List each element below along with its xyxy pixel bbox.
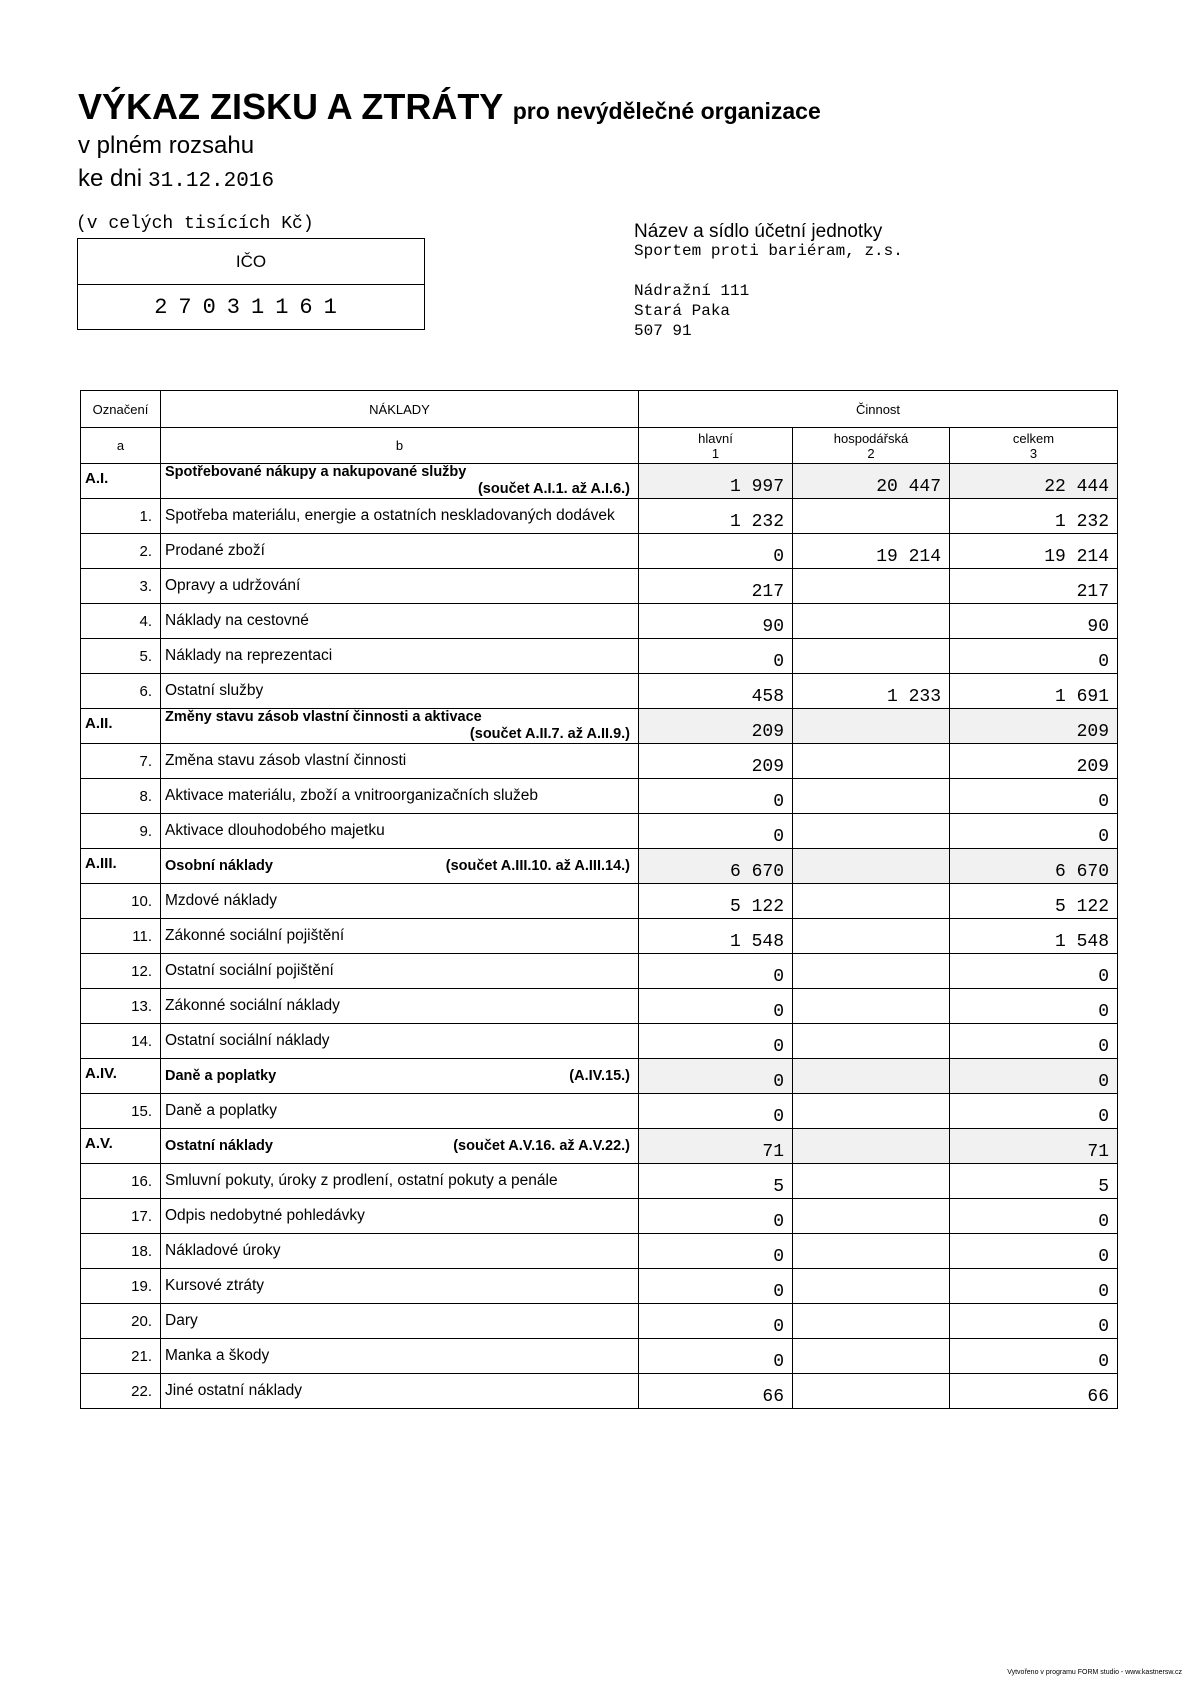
- ico-value: 27031161: [154, 294, 348, 320]
- col-a: a: [81, 428, 161, 464]
- row-label: Nákladové úroky: [161, 1234, 639, 1269]
- table-row: [81, 1234, 1118, 1269]
- value-hospodarska: [793, 1304, 950, 1339]
- row-label: Ostatní sociální pojištění: [161, 954, 639, 989]
- ico-box: [77, 238, 425, 330]
- row-code: 22.: [81, 1374, 161, 1409]
- row-sum-note: (A.IV.15.): [569, 1068, 630, 1084]
- col-hosp-label: hospodářská: [833, 430, 909, 446]
- value-celkem: 0: [950, 1269, 1118, 1304]
- value-hlavni: 0: [639, 954, 793, 989]
- table-row: [81, 1339, 1118, 1374]
- row-code: 13.: [81, 989, 161, 1024]
- table-row: [81, 639, 1118, 674]
- units-note: (v celých tisících Kč): [76, 214, 314, 234]
- value-celkem: 22 444: [950, 464, 1118, 499]
- value-celkem: 209: [950, 744, 1118, 779]
- table-row: [81, 1164, 1118, 1199]
- value-hospodarska: [793, 919, 950, 954]
- value-hlavni: 0: [639, 1199, 793, 1234]
- value-celkem: 0: [950, 1304, 1118, 1339]
- ico-label: IČO: [78, 239, 424, 285]
- row-code: 14.: [81, 1024, 161, 1059]
- value-hlavni: 71: [639, 1129, 793, 1164]
- org-heading: Název a sídlo účetní jednotky: [634, 221, 883, 242]
- row-label: Opravy a udržování: [161, 569, 639, 604]
- row-label: Mzdové náklady: [161, 884, 639, 919]
- value-celkem: 5: [950, 1164, 1118, 1199]
- row-code: 8.: [81, 779, 161, 814]
- row-code: 15.: [81, 1094, 161, 1129]
- col-hospodarska: [793, 428, 950, 464]
- value-hospodarska: 1 233: [793, 674, 950, 709]
- col-hlavni: [639, 428, 793, 464]
- table-row: [81, 1304, 1118, 1339]
- table-row: [81, 744, 1118, 779]
- table-row: [81, 534, 1118, 569]
- row-label: Manka a škody: [161, 1339, 639, 1374]
- row-label: Smluvní pokuty, úroky z prodlení, ostatní pokuty a penále: [161, 1164, 639, 1199]
- value-hlavni: 0: [639, 1269, 793, 1304]
- value-celkem: 0: [950, 1059, 1118, 1094]
- value-celkem: 0: [950, 1339, 1118, 1374]
- value-hlavni: 66: [639, 1374, 793, 1409]
- col-oznaceni: Označení: [81, 391, 161, 428]
- value-hlavni: 217: [639, 569, 793, 604]
- col-hlavni-label: hlavní: [698, 430, 733, 446]
- value-hospodarska: [793, 779, 950, 814]
- section-row: [81, 709, 1118, 744]
- row-label: Zákonné sociální náklady: [161, 989, 639, 1024]
- row-code: 16.: [81, 1164, 161, 1199]
- table-row: [81, 604, 1118, 639]
- row-label: Prodané zboží: [161, 534, 639, 569]
- date-label: ke dni: [78, 165, 143, 192]
- value-hospodarska: [793, 954, 950, 989]
- row-label-text: Změny stavu zásob vlastní činnosti a aktivace: [165, 709, 482, 725]
- value-celkem: 0: [950, 989, 1118, 1024]
- value-celkem: 19 214: [950, 534, 1118, 569]
- row-code: A.II.: [81, 709, 161, 744]
- value-hlavni: 5 122: [639, 884, 793, 919]
- row-code: 12.: [81, 954, 161, 989]
- cost-table: [80, 390, 1118, 1409]
- value-hospodarska: [793, 1234, 950, 1269]
- value-hospodarska: [793, 1339, 950, 1374]
- row-code: A.V.: [81, 1129, 161, 1164]
- row-label: Zákonné sociální pojištění: [161, 919, 639, 954]
- value-hospodarska: [793, 1374, 950, 1409]
- value-hospodarska: [793, 989, 950, 1024]
- value-celkem: 0: [950, 814, 1118, 849]
- col-celkem: [950, 428, 1118, 464]
- value-hospodarska: [793, 1094, 950, 1129]
- table-row: [81, 569, 1118, 604]
- row-label: [161, 849, 639, 884]
- value-hlavni: 0: [639, 1024, 793, 1059]
- row-label: Kursové ztráty: [161, 1269, 639, 1304]
- row-code: 19.: [81, 1269, 161, 1304]
- value-hlavni: 90: [639, 604, 793, 639]
- value-celkem: 71: [950, 1129, 1118, 1164]
- table-row: [81, 1269, 1118, 1304]
- row-code: 2.: [81, 534, 161, 569]
- value-hlavni: 0: [639, 639, 793, 674]
- value-celkem: 1 691: [950, 674, 1118, 709]
- value-celkem: 0: [950, 779, 1118, 814]
- row-label: Spotřeba materiálu, energie a ostatních neskladovaných dodávek: [161, 499, 639, 534]
- value-celkem: 0: [950, 1024, 1118, 1059]
- col-naklady: NÁKLADY: [161, 391, 639, 428]
- row-label: Dary: [161, 1304, 639, 1339]
- value-hospodarska: 19 214: [793, 534, 950, 569]
- row-code: 10.: [81, 884, 161, 919]
- row-label-text: Ostatní náklady: [165, 1138, 273, 1154]
- row-sum-note: (součet A.III.10. až A.III.14.): [445, 858, 630, 874]
- row-label: Ostatní služby: [161, 674, 639, 709]
- value-celkem: 0: [950, 954, 1118, 989]
- row-sum-note: (součet A.V.16. až A.V.22.): [453, 1138, 630, 1154]
- value-celkem: 66: [950, 1374, 1118, 1409]
- row-code: 1.: [81, 499, 161, 534]
- row-code: A.III.: [81, 849, 161, 884]
- value-hlavni: 0: [639, 1234, 793, 1269]
- table-row: [81, 779, 1118, 814]
- value-hlavni: 0: [639, 814, 793, 849]
- row-label: Odpis nedobytné pohledávky: [161, 1199, 639, 1234]
- col-hlavni-num: 1: [711, 445, 720, 461]
- row-code: 18.: [81, 1234, 161, 1269]
- value-celkem: 1 548: [950, 919, 1118, 954]
- row-label: [161, 464, 639, 499]
- row-code: 7.: [81, 744, 161, 779]
- value-hlavni: 0: [639, 989, 793, 1024]
- header-row-2: [81, 428, 1118, 464]
- org-street: Nádražní 111: [634, 282, 750, 300]
- org-name: Sportem proti bariéram, z.s.: [634, 242, 903, 260]
- col-celkem-num: 3: [1029, 445, 1038, 461]
- report-title: [78, 86, 821, 128]
- value-hospodarska: [793, 849, 950, 884]
- row-label: Aktivace dlouhodobého majetku: [161, 814, 639, 849]
- row-code: A.I.: [81, 464, 161, 499]
- value-hospodarska: [793, 639, 950, 674]
- row-code: 11.: [81, 919, 161, 954]
- value-hlavni: 1 232: [639, 499, 793, 534]
- col-b: b: [161, 428, 639, 464]
- table-row: [81, 919, 1118, 954]
- value-hlavni: 6 670: [639, 849, 793, 884]
- row-label: Daně a poplatky: [161, 1094, 639, 1129]
- value-hospodarska: [793, 1269, 950, 1304]
- section-row: [81, 464, 1118, 499]
- value-celkem: 90: [950, 604, 1118, 639]
- table-row: [81, 989, 1118, 1024]
- value-celkem: 5 122: [950, 884, 1118, 919]
- value-hlavni: 0: [639, 1304, 793, 1339]
- value-hospodarska: [793, 499, 950, 534]
- value-hospodarska: [793, 1129, 950, 1164]
- value-hospodarska: 20 447: [793, 464, 950, 499]
- section-row: [81, 1059, 1118, 1094]
- footer-note: Vytvořeno v programu FORM studio - www.kastnersw.cz: [1007, 1669, 1182, 1676]
- table-row: [81, 499, 1118, 534]
- value-celkem: 6 670: [950, 849, 1118, 884]
- row-label-text: Osobní náklady: [165, 858, 273, 874]
- value-hospodarska: [793, 569, 950, 604]
- value-hlavni: 5: [639, 1164, 793, 1199]
- value-hospodarska: [793, 1024, 950, 1059]
- header-row-1: [81, 391, 1118, 428]
- value-celkem: 1 232: [950, 499, 1118, 534]
- value-hlavni: 209: [639, 709, 793, 744]
- row-sum-note: (součet A.I.1. až A.I.6.): [477, 481, 630, 497]
- row-label: Aktivace materiálu, zboží a vnitroorganizačních služeb: [161, 779, 639, 814]
- value-hlavni: 0: [639, 1059, 793, 1094]
- value-hlavni: 0: [639, 779, 793, 814]
- row-code: 5.: [81, 639, 161, 674]
- title-suffix: pro nevýdělečné organizace: [512, 98, 821, 124]
- col-hosp-num: 2: [867, 445, 875, 461]
- table-row: [81, 1199, 1118, 1234]
- value-celkem: 0: [950, 1094, 1118, 1129]
- value-hlavni: 1 548: [639, 919, 793, 954]
- row-label-text: Spotřebované nákupy a nakupované služby: [165, 464, 467, 480]
- table-row: [81, 954, 1118, 989]
- table-row: [81, 814, 1118, 849]
- value-hlavni: 1 997: [639, 464, 793, 499]
- value-hospodarska: [793, 884, 950, 919]
- table-row: [81, 1024, 1118, 1059]
- section-row: [81, 849, 1118, 884]
- section-row: [81, 1129, 1118, 1164]
- row-code: 6.: [81, 674, 161, 709]
- row-label: Ostatní sociální náklady: [161, 1024, 639, 1059]
- table-row: [81, 1374, 1118, 1409]
- row-label: Náklady na cestovné: [161, 604, 639, 639]
- value-hlavni: 209: [639, 744, 793, 779]
- value-hlavni: 458: [639, 674, 793, 709]
- report-date: 31.12.2016: [148, 170, 275, 193]
- table-row: [81, 1094, 1118, 1129]
- col-cinnost: Činnost: [639, 391, 1118, 428]
- value-hlavni: 0: [639, 534, 793, 569]
- row-label: [161, 709, 639, 744]
- value-celkem: 0: [950, 639, 1118, 674]
- row-label-text: Daně a poplatky: [165, 1068, 277, 1084]
- value-celkem: 0: [950, 1234, 1118, 1269]
- row-sum-note: (součet A.II.7. až A.II.9.): [469, 726, 630, 742]
- row-code: 4.: [81, 604, 161, 639]
- value-hlavni: 0: [639, 1339, 793, 1374]
- table-row: [81, 884, 1118, 919]
- row-label: [161, 1059, 639, 1094]
- report-date-line: [78, 165, 274, 193]
- col-celkem-label: celkem: [1012, 430, 1055, 446]
- row-code: 21.: [81, 1339, 161, 1374]
- row-label: Změna stavu zásob vlastní činnosti: [161, 744, 639, 779]
- title-text: VÝKAZ ZISKU A ZTRÁTY: [78, 86, 503, 127]
- value-hlavni: 0: [639, 1094, 793, 1129]
- row-code: 9.: [81, 814, 161, 849]
- row-code: 17.: [81, 1199, 161, 1234]
- row-code: 20.: [81, 1304, 161, 1339]
- row-label: Jiné ostatní náklady: [161, 1374, 639, 1409]
- row-label: Náklady na reprezentaci: [161, 639, 639, 674]
- value-hospodarska: [793, 1059, 950, 1094]
- row-code: 3.: [81, 569, 161, 604]
- value-hospodarska: [793, 744, 950, 779]
- report-scope: v plném rozsahu: [78, 132, 255, 159]
- org-zip: 507 91: [634, 322, 692, 340]
- row-code: A.IV.: [81, 1059, 161, 1094]
- table-row: [81, 674, 1118, 709]
- value-hospodarska: [793, 1164, 950, 1199]
- value-celkem: 0: [950, 1199, 1118, 1234]
- value-celkem: 209: [950, 709, 1118, 744]
- org-city: Stará Paka: [634, 302, 731, 320]
- value-hospodarska: [793, 1199, 950, 1234]
- value-celkem: 217: [950, 569, 1118, 604]
- value-hospodarska: [793, 709, 950, 744]
- row-label: [161, 1129, 639, 1164]
- value-hospodarska: [793, 814, 950, 849]
- value-hospodarska: [793, 604, 950, 639]
